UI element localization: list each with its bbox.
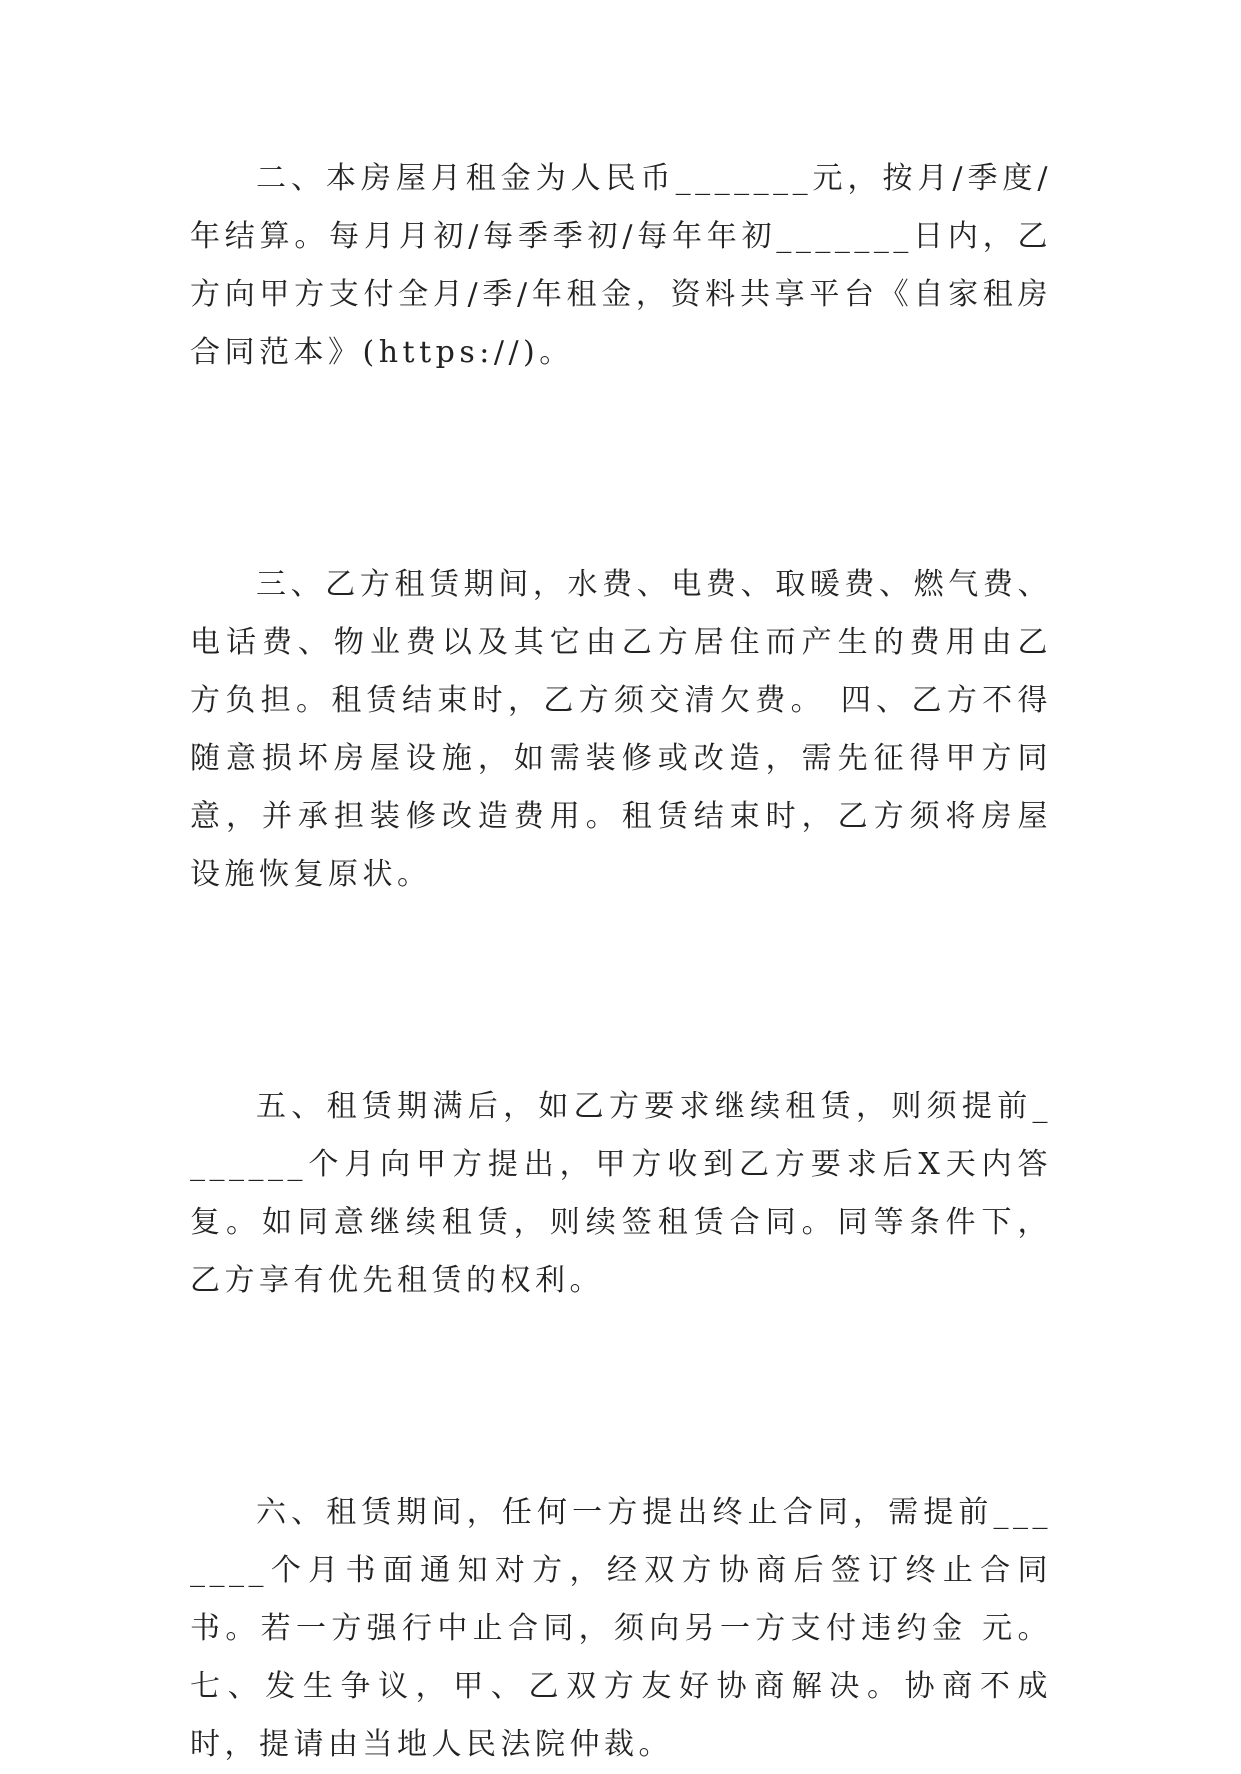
paragraph-spacer [190,382,1052,556]
paragraph-spacer [190,1310,1052,1484]
clause-lease-renewal: 五、租赁期满后，如乙方要求继续租赁，则须提前_______个月向甲方提出，甲方收到乙方要求后X天内答复。如同意继续租赁，则续签租赁合同。同等条件下，乙方享有优先租赁的权利。 [190,1089,1052,1298]
paragraph-spacer [190,904,1052,1078]
document-body [190,150,1052,1774]
clause-termination-and-disputes: 六、租赁期间，任何一方提出终止合同，需提前_______个月书面通知对方，经双方协商后签订终止合同书。若一方强行中止合同，须向另一方支付违约金 元。 七、发生争议，甲、乙双方友好协商解决。协商不成时，提请由当地人民法院仲裁。 [190,1495,1052,1762]
clause-rent-payment: 二、本房屋月租金为人民币_______元，按月/季度/年结算。每月月初/每季季初/每年年初_______日内，乙方向甲方支付全月/季/年租金，资料共享平台《自家租房合同范本》(https://)。 [190,161,1052,370]
clause-fees-and-facilities: 三、乙方租赁期间，水费、电费、取暖费、燃气费、电话费、物业费以及其它由乙方居住而产生的费用由乙方负担。租赁结束时，乙方须交清欠费。 四、乙方不得随意损坏房屋设施，如需装修或改造，需先征得甲方同意，并承担装修改造费用。租赁结束时，乙方须将房屋设施恢复原状。 [190,567,1052,892]
